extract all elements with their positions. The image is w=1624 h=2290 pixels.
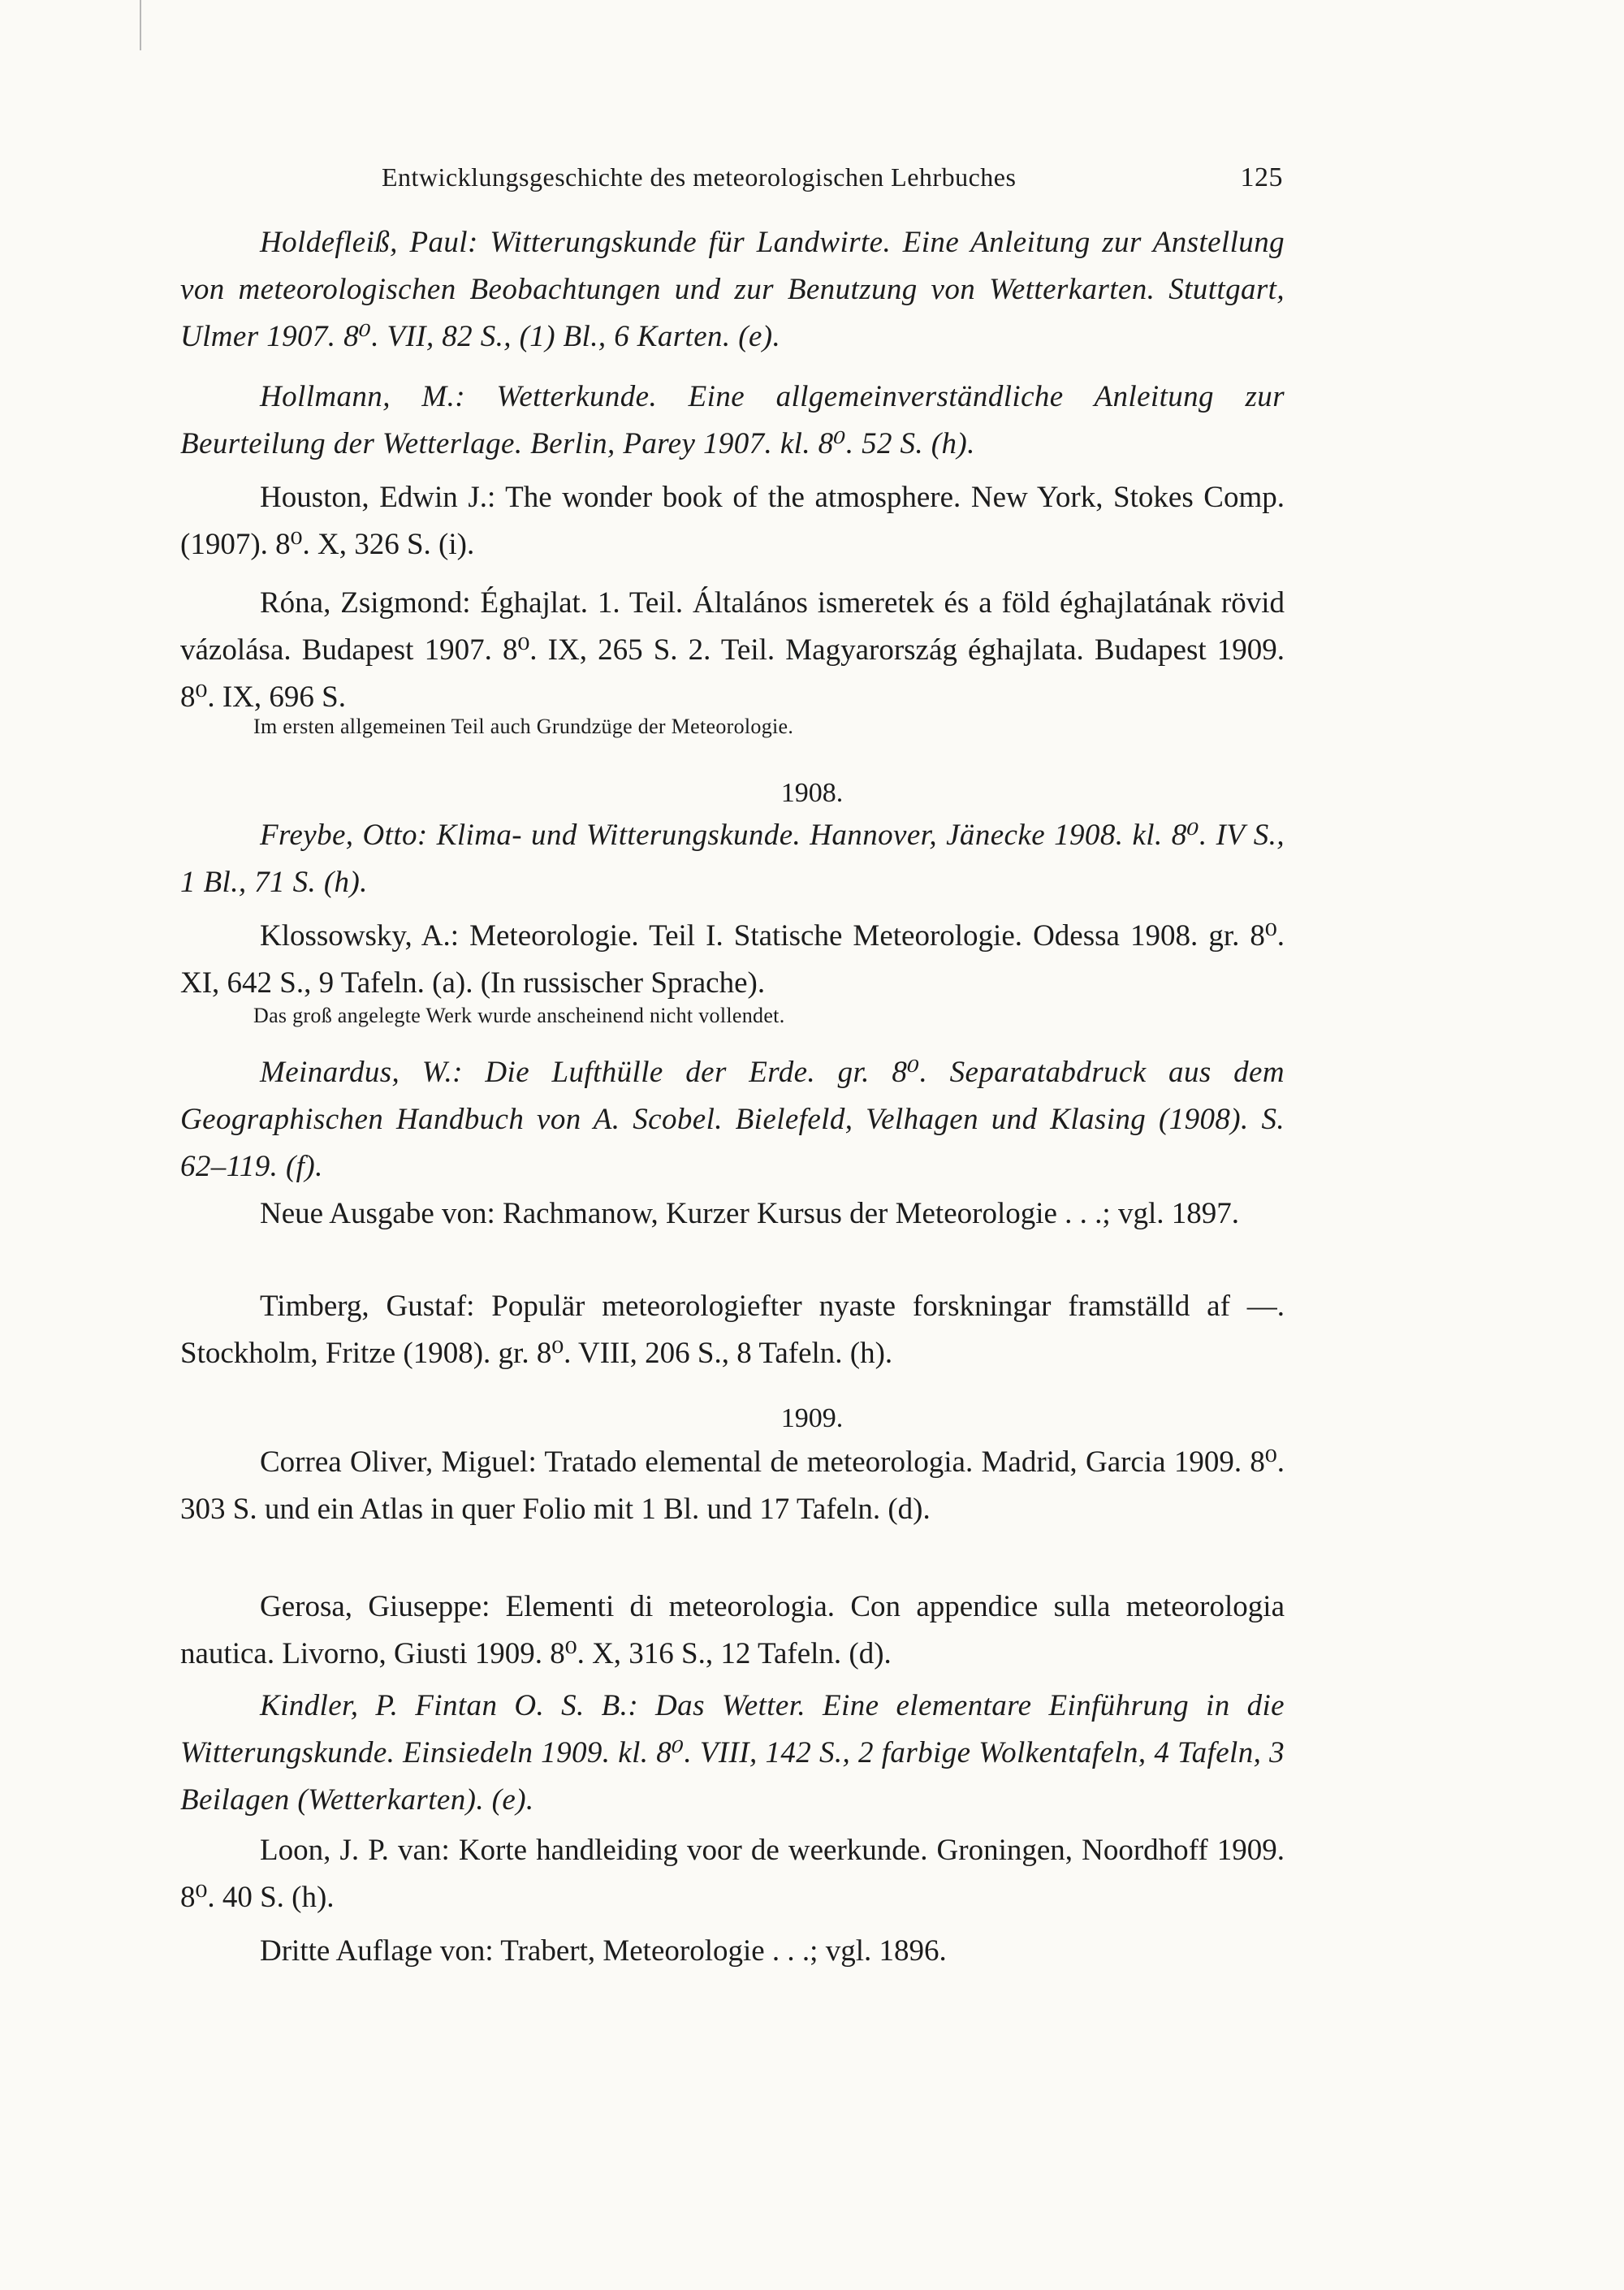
entry-correa-oliver: Correa Oliver, Miguel: Tratado elemental de meteorologia. Madrid, Garcia 1909. 8⁰. 303 S. und ein Atlas in quer Folio mit 1 Bl. und 17 Tafeln. (d). bbox=[180, 1445, 1285, 1526]
entry-timberg: Timberg, Gustaf: Populär meteorologiefter nyaste forskningar framställd af —. Stockholm, Fritze (1908). gr. 8⁰. VIII, 206 S., 8 Tafeln. (h). bbox=[180, 1290, 1285, 1370]
entry-meinardus: Meinardus, W.: Die Lufthülle der Erde. gr. 8⁰. Separatabdruck aus dem Geographischen Handbuch von A. Scobel. Bielefeld, Velhagen und Klasing (1908). S. 62–119. (f). bbox=[180, 1056, 1285, 1183]
page-number: 125 bbox=[1240, 162, 1283, 192]
entry-freybe: Freybe, Otto: Klima- und Witterungskunde. Hannover, Jänecke 1908. kl. 8⁰. IV S., 1 Bl., 71 S. (h). bbox=[180, 819, 1285, 899]
note-rona: Im ersten allgemeinen Teil auch Grundzüge der Meteorologie. bbox=[253, 715, 794, 738]
entry-kindler: Kindler, P. Fintan O. S. B.: Das Wetter. Eine elementare Einführung in die Witterungskunde. Einsiedeln 1909. kl. 8⁰. VIII, 142 S., 2 farbige Wolkentafeln, 4 Tafeln, 3 Beilagen (Wetterkarten). (e). bbox=[180, 1689, 1285, 1817]
entry-houston: Houston, Edwin J.: The wonder book of the atmosphere. New York, Stokes Comp. (1907). 8⁰. X, 326 S. (i). bbox=[180, 481, 1285, 561]
entry-trabert-note: Dritte Auflage von: Trabert, Meteorologie . . .; vgl. 1896. bbox=[260, 1934, 947, 1968]
entry-loon: Loon, J. P. van: Korte handleiding voor de weerkunde. Groningen, Noordhoff 1909. 8⁰. 40 S. (h). bbox=[180, 1834, 1285, 1914]
year-heading-1909: 1909. bbox=[780, 1403, 844, 1433]
entry-rona: Róna, Zsigmond: Éghajlat. 1. Teil. Általános ismeretek és a föld éghajlatának rövid vázolása. Budapest 1907. 8⁰. IX, 265 S. 2. Teil. Magyarország éghajlata. Budapest 1909. 8⁰. IX, 696 S. bbox=[180, 586, 1285, 714]
entry-rachmanow-note: Neue Ausgabe von: Rachmanow, Kurzer Kursus der Meteorologie . . .; vgl. 1897. bbox=[260, 1197, 1239, 1230]
year-heading-1908: 1908. bbox=[780, 778, 844, 808]
entry-holdefleiss: Holdefleiß, Paul: Witterungskunde für Landwirte. Eine Anleitung zur Anstellung von meteorologischen Beobachtungen und zur Benutzung von Wetterkarten. Stuttgart, Ulmer 1907. 8⁰. VII, 82 S., (1) Bl., 6 Karten. (e). bbox=[180, 226, 1285, 353]
note-klossowsky: Das groß angelegte Werk wurde anscheinend nicht vollendet. bbox=[253, 1004, 785, 1027]
running-title: Entwicklungsgeschichte des meteorologischen Lehrbuches bbox=[382, 162, 1017, 192]
entry-gerosa: Gerosa, Giuseppe: Elementi di meteorologia. Con appendice sulla meteorologia nautica. Livorno, Giusti 1909. 8⁰. X, 316 S., 12 Tafeln. (d). bbox=[180, 1590, 1285, 1670]
entry-klossowsky: Klossowsky, A.: Meteorologie. Teil I. Statische Meteorologie. Odessa 1908. gr. 8⁰. XI, 642 S., 9 Tafeln. (a). (In russischer Sprache). bbox=[180, 919, 1285, 1000]
margin-rule bbox=[140, 0, 141, 50]
entry-hollmann: Hollmann, M.: Wetterkunde. Eine allgemeinverständliche Anleitung zur Beurteilung der Wetterlage. Berlin, Parey 1907. kl. 8⁰. 52 S. (h). bbox=[180, 380, 1285, 460]
